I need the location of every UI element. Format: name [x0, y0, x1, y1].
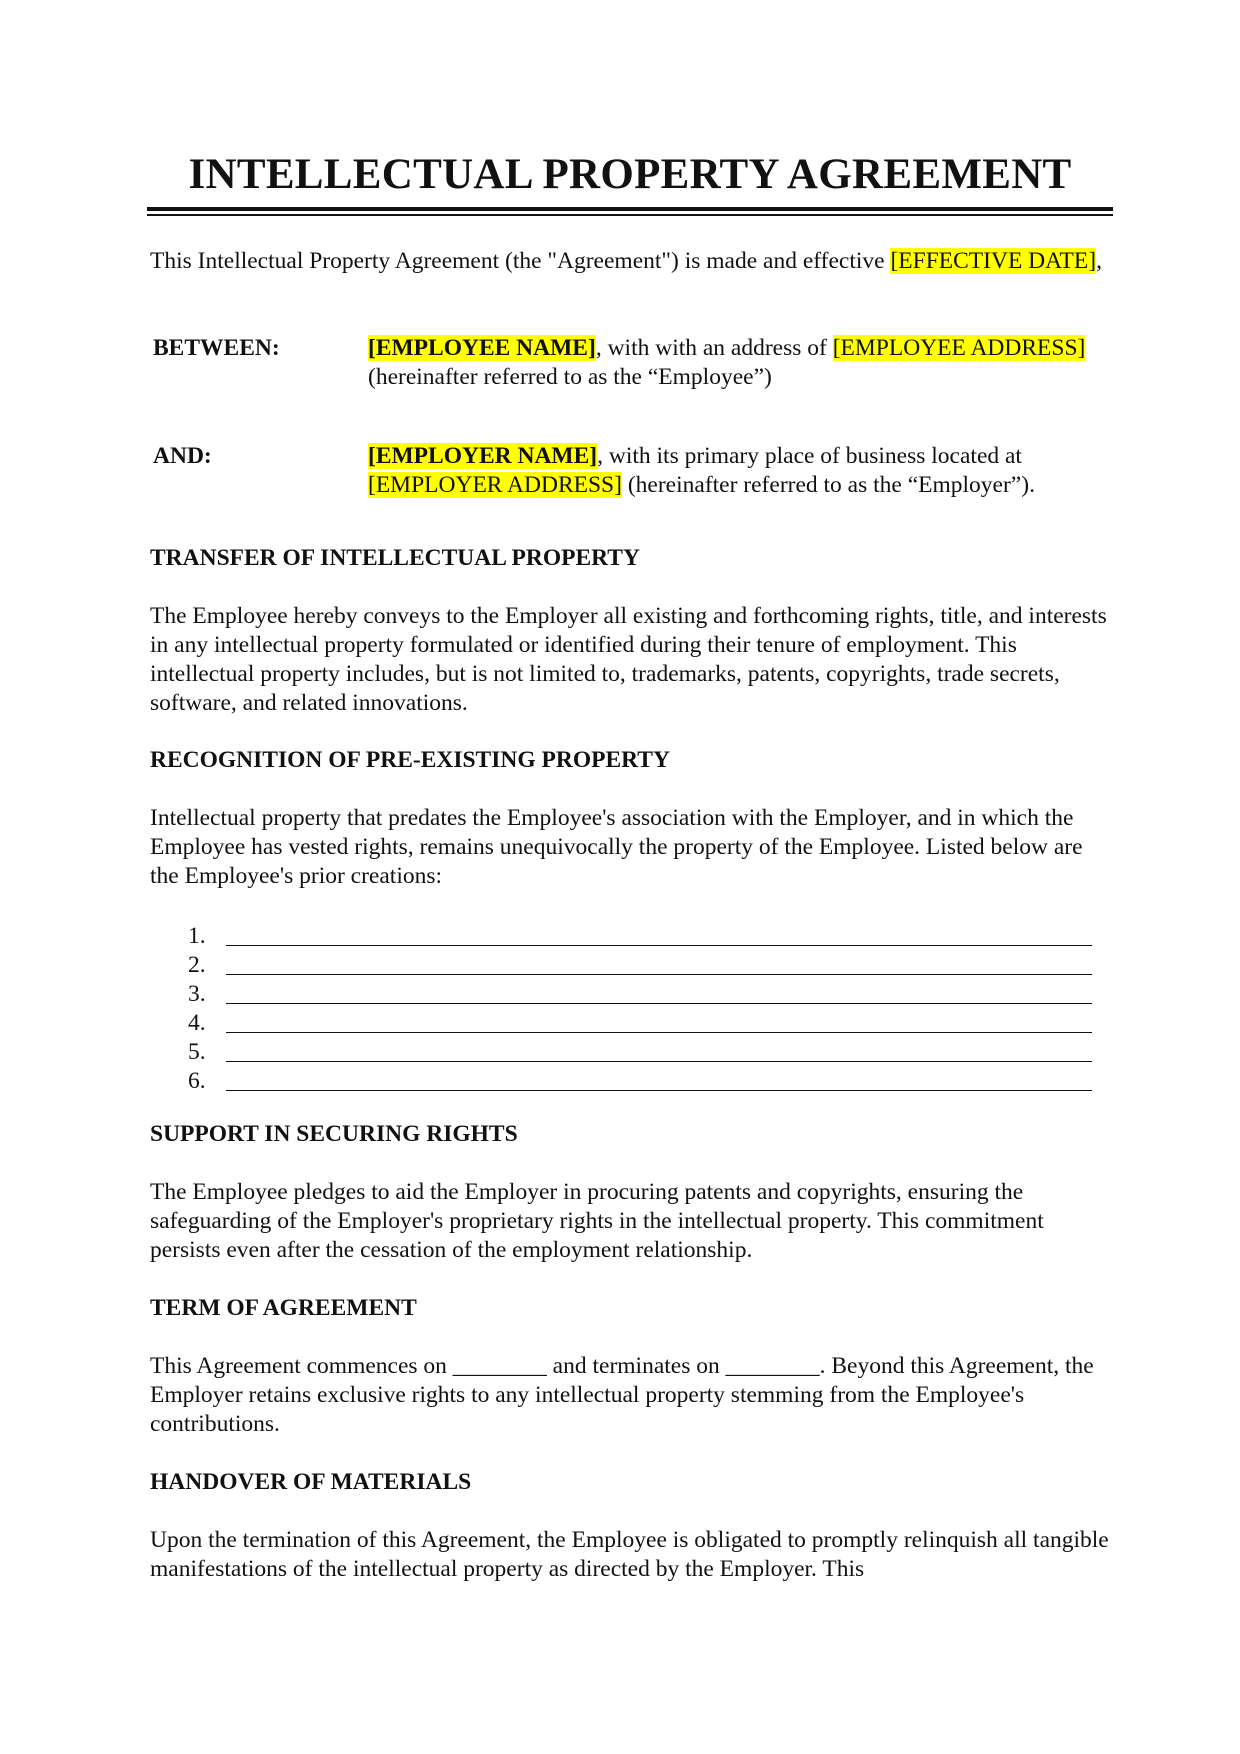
- list-item: [150, 1009, 1110, 1038]
- prior-creations-list: [150, 922, 1110, 1096]
- blank-line: [226, 945, 1092, 946]
- blank-line: [226, 974, 1092, 975]
- list-item: [150, 922, 1110, 951]
- employer-address-placeholder: [EMPLOYER ADDRESS]: [368, 472, 622, 498]
- title-rule-thick: [147, 207, 1113, 211]
- list-number: 3.: [188, 981, 206, 1007]
- blank-line: [226, 1032, 1092, 1033]
- employee-address-placeholder: [EMPLOYEE ADDRESS]: [832, 335, 1086, 361]
- party-between: [150, 334, 1110, 394]
- party-between-label: BETWEEN:: [153, 335, 280, 361]
- blank-line: [226, 1003, 1092, 1004]
- blank-line: [226, 1061, 1092, 1062]
- list-number: 2.: [188, 952, 206, 978]
- list-item: [150, 980, 1110, 1009]
- section-heading-transfer: TRANSFER OF INTELLECTUAL PROPERTY: [150, 545, 640, 571]
- section-text-transfer: The Employee hereby conveys to the Employer all existing and forthcoming rights, title, and interests in any intellectual property formulated or identified during their tenure of employment. This intellectual property includes, but is not limited to, trademarks, patents, copyrights, trade secrets, software, and related innovations.: [150, 603, 1107, 716]
- section-heading-recognition: RECOGNITION OF PRE-EXISTING PROPERTY: [150, 747, 670, 773]
- section-text-support: The Employee pledges to aid the Employer in procuring patents and copyrights, ensuring the safeguarding of the Employer's proprietary rights in the intellectual property. This commitment persists even after the cessation of the employment relationship.: [150, 1179, 1044, 1263]
- section-text-recognition: Intellectual property that predates the Employee's association with the Employer, and in which the Employee has vested rights, remains unequivocally the property of the Employee. Listed below are the Employee's prior creations:: [150, 805, 1083, 889]
- list-item: [150, 951, 1110, 980]
- party-and-mid: , with its primary place of business located at: [597, 443, 1022, 469]
- section-heading-term: TERM OF AGREEMENT: [150, 1295, 417, 1321]
- party-and-label: AND:: [153, 443, 212, 469]
- party-and-text: [368, 442, 1110, 500]
- list-number: 1.: [188, 923, 206, 949]
- section-text-term: This Agreement commences on ________ and terminates on ________. Beyond this Agreement, the Employer retains exclusive rights to any intellectual property stemming from the Employee's contributions.: [150, 1353, 1094, 1437]
- party-between-text: [368, 334, 1110, 392]
- section-text-handover: Upon the termination of this Agreement, the Employee is obligated to promptly relinquish all tangible manifestations of the intellectual property as directed by the Employer. This: [150, 1527, 1109, 1582]
- list-number: 5.: [188, 1039, 206, 1065]
- blank-line: [226, 1090, 1092, 1091]
- party-and: [150, 442, 1110, 502]
- employee-name-placeholder: [EMPLOYEE NAME]: [368, 335, 596, 361]
- effective-date-placeholder: [EFFECTIVE DATE]: [890, 248, 1097, 274]
- list-number: 4.: [188, 1010, 206, 1036]
- employer-name-placeholder: [EMPLOYER NAME]: [368, 443, 598, 469]
- list-item: [150, 1038, 1110, 1067]
- section-heading-support: SUPPORT IN SECURING RIGHTS: [150, 1121, 518, 1147]
- list-item: [150, 1067, 1110, 1096]
- document-title: INTELLECTUAL PROPERTY AGREEMENT: [188, 151, 1072, 198]
- list-number: 6.: [188, 1068, 206, 1094]
- party-and-tail: (hereinafter referred to as the “Employer”).: [621, 472, 1035, 498]
- party-between-mid: , with with an address of: [595, 335, 833, 361]
- party-between-tail: (hereinafter referred to as the “Employee”): [368, 364, 772, 390]
- section-heading-handover: HANDOVER OF MATERIALS: [150, 1469, 472, 1495]
- intro-text: This Intellectual Property Agreement (the "Agreement") is made and effective: [150, 248, 891, 274]
- title-rule-thin: [147, 214, 1113, 216]
- intro-suffix: ,: [1096, 248, 1102, 274]
- intro-paragraph: [150, 247, 1110, 276]
